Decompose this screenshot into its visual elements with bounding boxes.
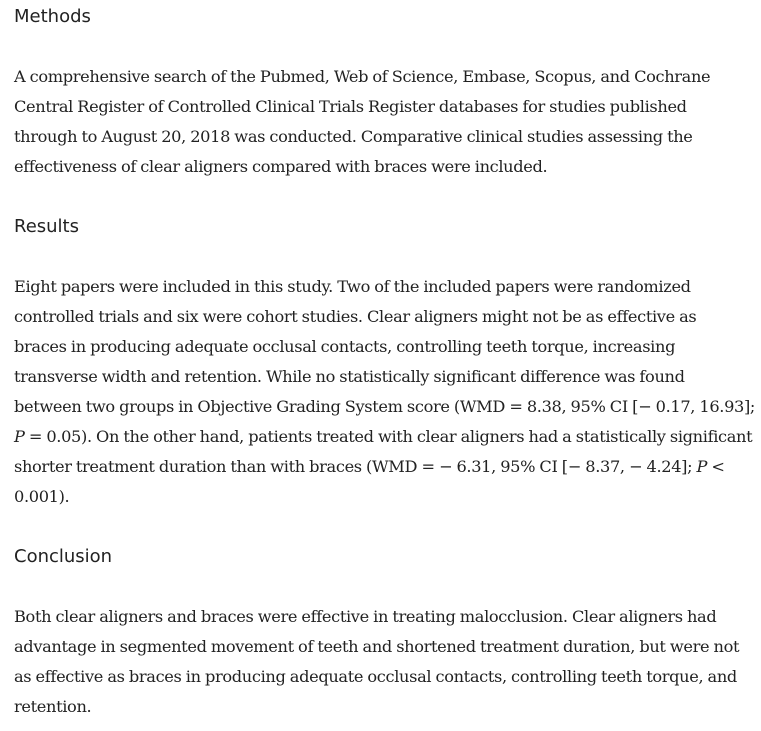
conclusion-line: advantage in segmented movement of teeth and shortened treatment duration, but were not — [14, 637, 740, 656]
results-paragraph — [14, 272, 754, 512]
results-line: Eight papers were included in this study. Two of the included papers were randomized — [14, 277, 691, 296]
methods-heading: Methods — [14, 6, 91, 27]
conclusion-line: as effective as braces in producing adequate occlusal contacts, controlling teeth torque, and — [14, 667, 737, 686]
results-line: transverse width and retention. While no statistically significant difference was found — [14, 367, 685, 386]
p-value-symbol: P — [14, 427, 25, 446]
methods-line: through to August 20, 2018 was conducted. Comparative clinical studies assessing the — [14, 127, 693, 146]
conclusion-line: retention. — [14, 697, 92, 716]
methods-section — [14, 2, 754, 32]
conclusion-paragraph — [14, 602, 754, 722]
methods-line: effectiveness of clear aligners compared with braces were included. — [14, 157, 548, 176]
results-line — [14, 422, 754, 452]
methods-line: A comprehensive search of the Pubmed, Web of Science, Embase, Scopus, and Cochrane — [14, 67, 711, 86]
conclusion-heading: Conclusion — [14, 546, 113, 567]
results-text: < — [707, 457, 725, 476]
results-line: between two groups in Objective Grading System score (WMD = 8.38, 95% CI [− 0.17, 16.93]; — [14, 397, 756, 416]
results-text: shorter treatment duration than with braces (WMD = − 6.31, 95% CI [− 8.37, − 4.24]; — [14, 457, 697, 476]
results-text: = 0.05). On the other hand, patients treated with clear aligners had a statistically significant — [24, 427, 753, 446]
methods-paragraph — [14, 62, 754, 182]
results-line: controlled trials and six were cohort studies. Clear aligners might not be as effective as — [14, 307, 697, 326]
results-line — [14, 452, 754, 482]
results-section — [14, 212, 754, 242]
conclusion-line: Both clear aligners and braces were effective in treating malocclusion. Clear aligners had — [14, 607, 717, 626]
results-line: 0.001). — [14, 487, 70, 506]
results-heading: Results — [14, 216, 79, 237]
conclusion-section — [14, 542, 754, 572]
results-line: braces in producing adequate occlusal contacts, controlling teeth torque, increasing — [14, 337, 676, 356]
p-value-symbol: P — [696, 457, 708, 476]
methods-line: Central Register of Controlled Clinical Trials Register databases for studies published — [14, 97, 687, 116]
